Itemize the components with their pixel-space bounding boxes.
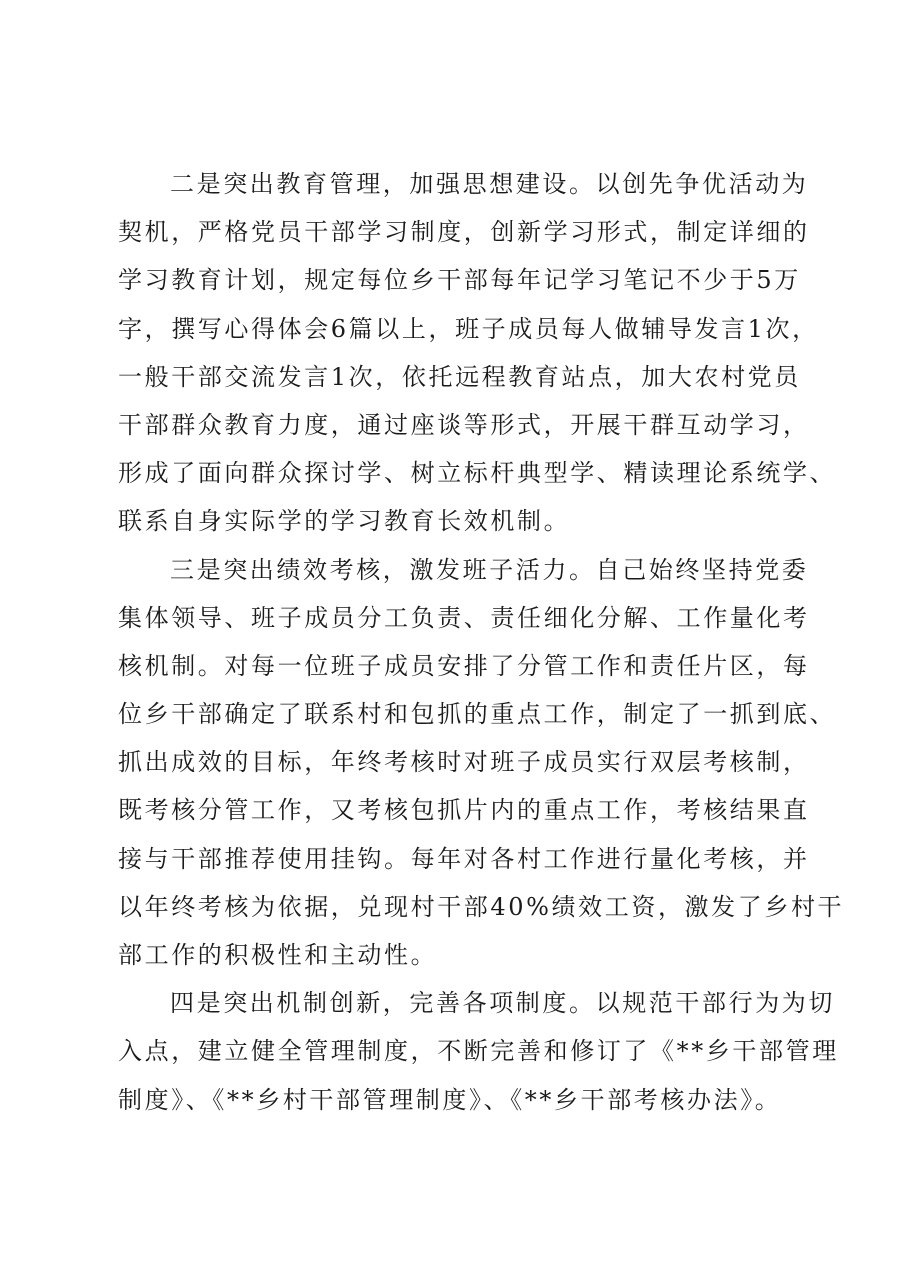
paragraph-line: 三是突出绩效考核，激发班子活力。自己始终坚持党委 [170, 555, 809, 584]
document-body [118, 160, 845, 1124]
paragraph-line: 以年终考核为依据，兑现村干部40%绩效工资，激发了乡村干 [118, 892, 845, 921]
paragraph-line: 既考核分管工作，又考核包抓片内的重点工作，考核结果直 [118, 796, 810, 825]
paragraph-line: 干部群众教育力度，通过座谈等形式，开展干群互动学习， [118, 410, 810, 439]
paragraph-line: 接与干部推荐使用挂钩。每年对各村工作进行量化考核，并 [118, 844, 810, 873]
paragraph-line: 二是突出教育管理，加强思想建设。以创先争优活动为 [170, 170, 809, 198]
paragraph-line: 位乡干部确定了联系村和包抓的重点工作，制定了一抓到底、 [118, 700, 837, 729]
paragraph-line: 核机制。对每一位班子成员安排了分管工作和责任片区，每 [118, 651, 810, 680]
paragraph-performance-assessment [118, 546, 845, 980]
paragraph-line: 部工作的积极性和主动性。 [118, 941, 438, 969]
paragraph-line: 入点，建立健全管理制度，不断完善和修订了《**乡干部管理 [118, 1037, 839, 1066]
paragraph-line: 抓出成效的目标，年终考核时对班子成员实行双层考核制， [118, 748, 810, 777]
paragraph-line: 契机，严格党员干部学习制度，创新学习形式，制定详细的 [118, 218, 810, 247]
paragraph-line: 字，撰写心得体会6篇以上，班子成员每人做辅导发言1次， [118, 314, 819, 343]
paragraph-line: 制度》、《**乡村干部管理制度》、《**乡干部考核办法》。 [118, 1085, 782, 1114]
paragraph-line: 学习教育计划，规定每位乡干部每年记学习笔记不少于5万 [118, 266, 801, 295]
paragraph-line: 联系自身实际学的学习教育长效机制。 [118, 507, 571, 536]
paragraph-line: 四是突出机制创新，完善各项制度。以规范干部行为为切 [170, 989, 835, 1018]
paragraph-line: 一般干部交流发言1次，依托远程教育站点，加大农村党员 [118, 362, 801, 391]
paragraph-line: 集体领导、班子成员分工负责、责任细化分解、工作量化考 [118, 603, 810, 632]
paragraph-mechanism-innovation [118, 979, 839, 1124]
paragraph-line: 形成了面向群众探讨学、树立标杆典型学、精读理论系统学、 [118, 459, 837, 488]
paragraph-education-management [118, 160, 837, 546]
